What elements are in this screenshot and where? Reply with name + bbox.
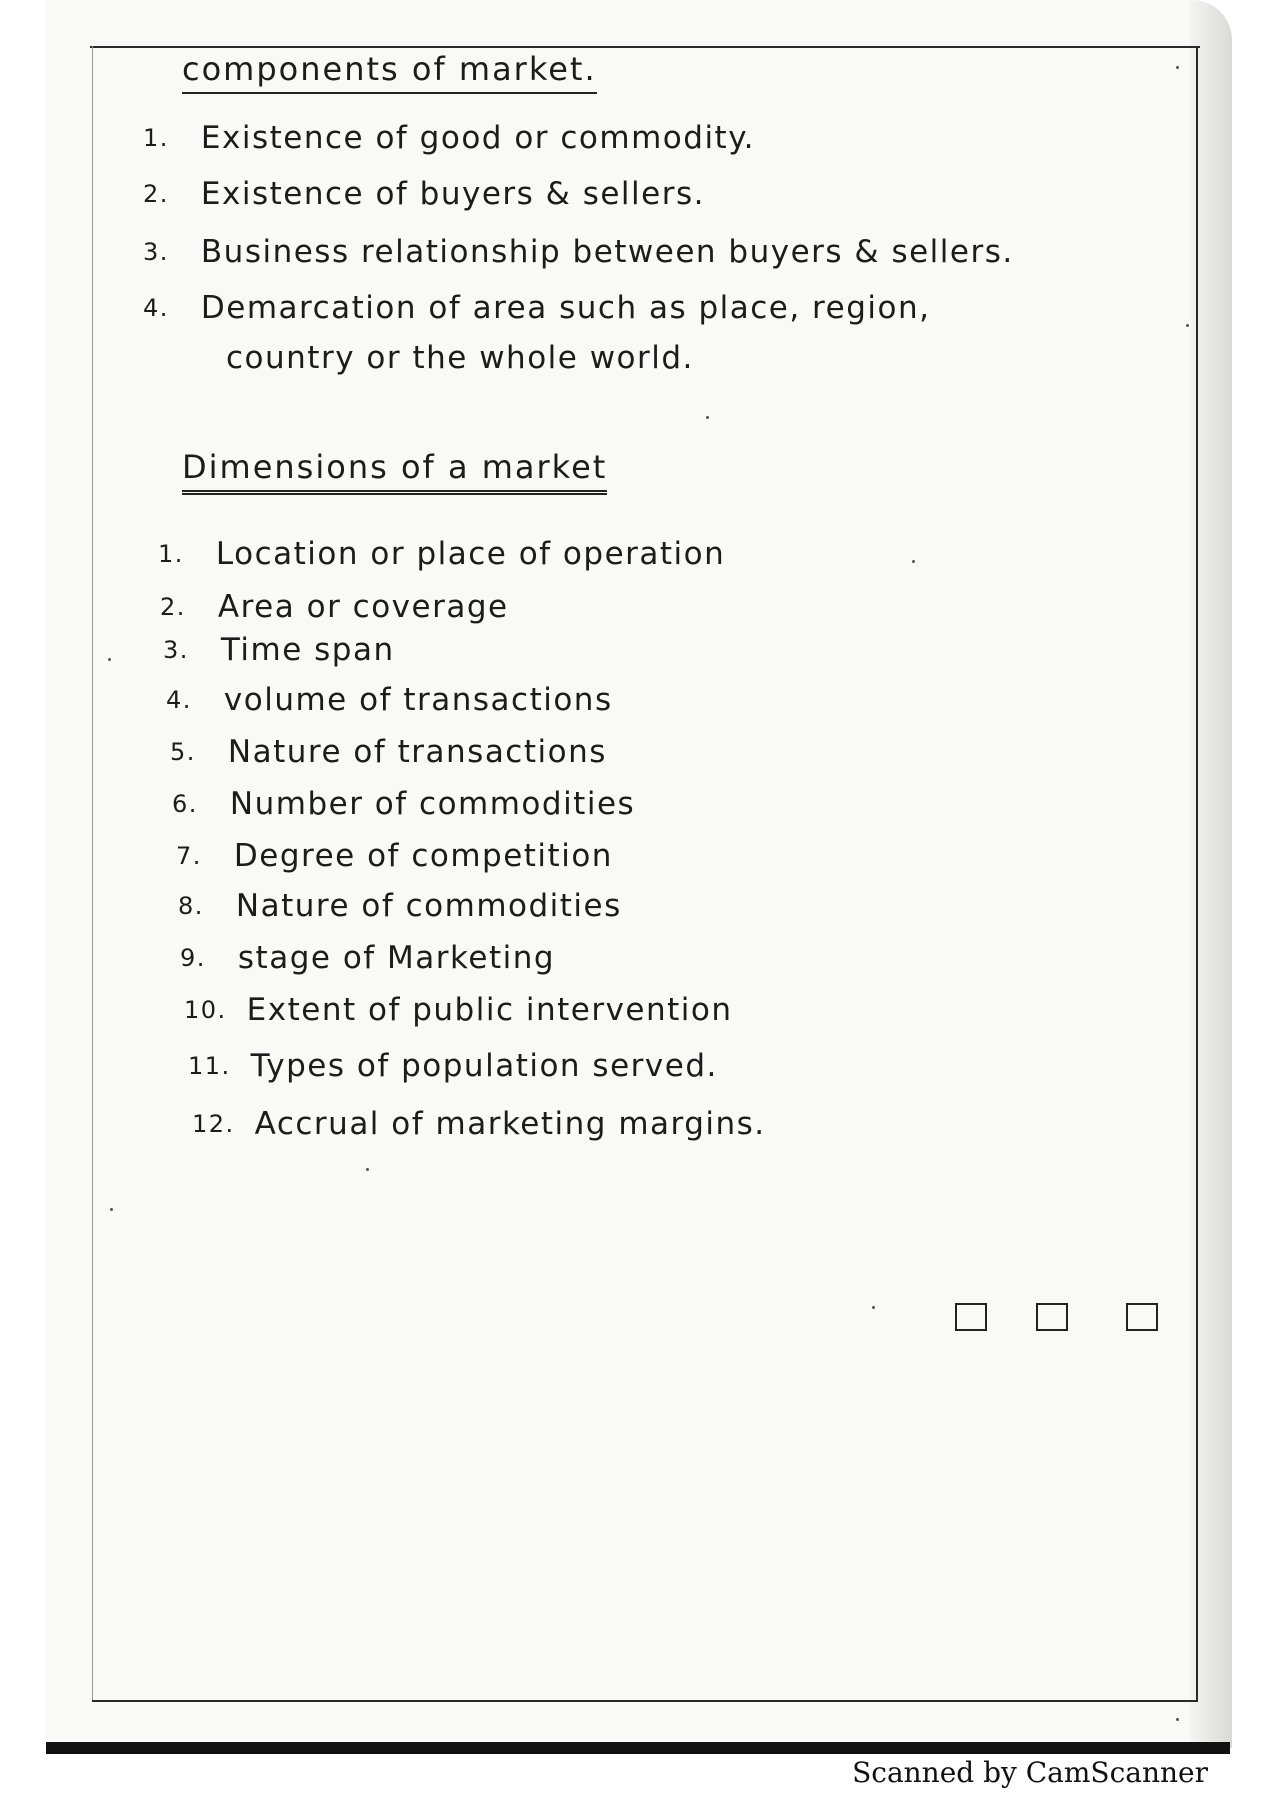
page-frame-left bbox=[92, 46, 93, 1702]
component-item-4 bbox=[143, 290, 930, 326]
item-text: Area or coverage bbox=[217, 589, 509, 625]
dimension-item-1 bbox=[158, 536, 725, 572]
item-text: Location or place of operation bbox=[215, 536, 726, 572]
item-number: 11. bbox=[188, 1052, 231, 1080]
item-text: Existence of buyers & sellers. bbox=[200, 176, 705, 212]
dimension-item-7 bbox=[176, 838, 613, 874]
dimension-item-5 bbox=[170, 734, 607, 770]
scan-speck bbox=[706, 416, 709, 419]
item-text: Time span bbox=[220, 632, 395, 668]
item-number: 1. bbox=[143, 124, 169, 152]
item-text: Nature of commodities bbox=[235, 888, 622, 924]
item-number: 12. bbox=[192, 1110, 235, 1138]
item-text: Accrual of marketing margins. bbox=[254, 1106, 766, 1142]
item-text: Existence of good or commodity. bbox=[200, 120, 755, 156]
scanner-watermark: Scanned by CamScanner bbox=[852, 1756, 1208, 1789]
item-text: Extent of public intervention bbox=[246, 992, 733, 1028]
dimension-item-10 bbox=[184, 992, 733, 1028]
dimension-item-3 bbox=[163, 632, 395, 668]
page-frame-bottom bbox=[92, 1700, 1198, 1702]
dimensions-heading: Dimensions of a market bbox=[182, 448, 607, 495]
scan-speck bbox=[1176, 1718, 1179, 1721]
scan-speck bbox=[1176, 66, 1179, 69]
item-text: stage of Marketing bbox=[237, 940, 556, 976]
hand-drawn-box-3 bbox=[1126, 1303, 1158, 1331]
item-number: 2. bbox=[143, 180, 169, 208]
scan-speck bbox=[912, 560, 915, 563]
item-number: 5. bbox=[170, 738, 196, 766]
item-text: Nature of transactions bbox=[227, 734, 607, 770]
components-heading: components of market. bbox=[182, 50, 597, 94]
item-number: 9. bbox=[180, 944, 206, 972]
dimension-item-11 bbox=[188, 1048, 718, 1084]
page-frame-top bbox=[90, 46, 1200, 48]
item-number: 3. bbox=[163, 636, 189, 664]
item-number: 1. bbox=[158, 540, 184, 568]
dimension-item-12 bbox=[192, 1106, 766, 1142]
item-number: 8. bbox=[178, 892, 204, 920]
dimension-item-2 bbox=[160, 589, 509, 625]
item-text: Demarcation of area such as place, region, bbox=[200, 290, 931, 326]
component-item-1 bbox=[143, 120, 755, 156]
item-number: 4. bbox=[166, 686, 192, 714]
dimension-item-6 bbox=[172, 786, 635, 822]
scan-speck bbox=[1186, 324, 1189, 327]
item-number: 7. bbox=[176, 842, 202, 870]
item-text: Degree of competition bbox=[233, 838, 613, 874]
page-frame-right bbox=[1196, 46, 1198, 1702]
item-number: 10. bbox=[184, 996, 227, 1024]
item-text: Number of commodities bbox=[229, 786, 636, 822]
scan-speck bbox=[108, 658, 111, 661]
hand-drawn-box-2 bbox=[1036, 1303, 1068, 1331]
item-number: 3. bbox=[143, 238, 169, 266]
component-item-2 bbox=[143, 176, 705, 212]
item-text: Business relationship between buyers & sellers. bbox=[200, 234, 1014, 270]
item-number: 2. bbox=[160, 593, 186, 621]
component-item-3 bbox=[143, 234, 1014, 270]
scan-speck bbox=[872, 1306, 875, 1309]
item-number: 4. bbox=[143, 294, 169, 322]
hand-drawn-box-1 bbox=[955, 1303, 987, 1331]
scan-bottom-band bbox=[46, 1742, 1230, 1754]
scan-speck bbox=[110, 1208, 113, 1211]
component-item-4-continuation: country or the whole world. bbox=[226, 340, 694, 376]
item-text: volume of transactions bbox=[223, 682, 613, 718]
dimension-item-9 bbox=[180, 940, 555, 976]
dimension-item-4 bbox=[166, 682, 613, 718]
item-text: Types of population served. bbox=[250, 1048, 718, 1084]
dimension-item-8 bbox=[178, 888, 622, 924]
item-number: 6. bbox=[172, 790, 198, 818]
scan-speck bbox=[366, 1168, 369, 1171]
